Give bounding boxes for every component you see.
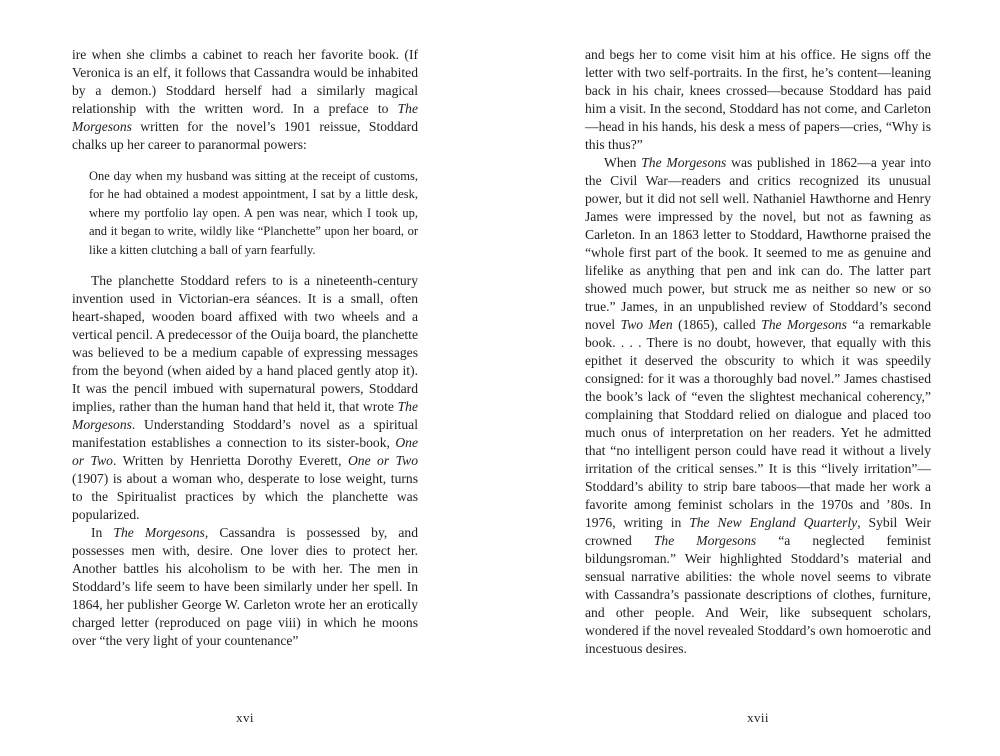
page-number-left: xvi [236,710,254,725]
text-run: “a remarkable book. . . . There is no doubt, however, that equally with this epithet it deserved the obscurity to which it was speedily consigned: for it was a thoroughly bad novel.” James chastised the book’s lack of “even the slightest mechanical coherency,” complaining that Stoddard relied on dialogue and placed too much onus of interpretation on her readers. Yet he admitted that “no intelligent person could have read it without a lively irritation of the critical senses.” It is this “lively irritation”—Stoddard’s ability to strip bare taboos—that made her work a favorite among feminist scholars in the 1970s and ’80s. In 1976, writing in [585,317,931,530]
text-run: In [91,525,114,541]
text-run: One day when my husband was sitting at the receipt of customs, for he had obtained a modest appointment, I sat by a little desk, where my portfolio lay open. A pen was near, which I took up, and it began to write, wildly like “Planchette” upon her board, or like a kitten clutching a ball of yarn fearfully. [89,169,418,257]
paragraph [585,46,931,154]
page-number-right: xvii [747,710,769,725]
italic-book-title: The Morgesons [653,533,757,548]
paragraph [72,524,418,650]
italic-book-title: The Morgesons [72,101,418,134]
text-run: , Sybil Weir crowned [585,515,931,548]
text-run: “a neglected feminist bildungsroman.” Weir highlighted Stoddard’s material and sensual narrative abilities: the whole novel seems to vibrate with Cassandra’s passionate descriptions of clothes, furniture, and other people. And Weir, like subsequent scholars, wondered if the novel revealed Stoddard’s own homoerotic and incestuous desires. [585,533,931,656]
text-run: . Written by Henrietta Dorothy Everett, [112,453,348,469]
block-quote [89,167,418,259]
italic-book-title: The Morgesons [761,317,847,332]
italic-book-title: Two Men [620,317,673,332]
text-run: ire when she climbs a cabinet to reach her favorite book. (If Veronica is an elf, it follows that Cassandra would be inhabited by a demon.) Stoddard herself had a similarly magical relationship with the written word. In a preface to [72,47,418,116]
text-run: (1907) is about a woman who, desperate to lose weight, turns to the Spiritualist practices by which the planchette was popularized. [72,471,418,523]
paragraph [72,46,418,154]
italic-book-title: One or Two [72,435,418,469]
italic-book-title: The Morgesons [72,399,418,433]
text-run: When [604,155,642,170]
text-run: , Cassandra is possessed by, and possesses men with, desire. One lover dies to protect her. Another battles his alcoholism to be with her. The men in Stoddard’s life seem to have been similarly under her spell. In 1864, her publisher George W. Carleton wrote her an erotically charged letter (reproduced on page viii) in which he moons over “the very light of your countenance” [72,525,418,649]
left-page-text [72,46,418,710]
text-run: was published in 1862—a year into the Civil War—readers and critics recognized its unusual power, but it did not sell well. Nathaniel Hawthorne and Henry James were impressed by the novel, but not as fawning as Carleton. In an 1863 letter to Stoddard, Hawthorne praised the “whole first part of the book. It seemed to me as genuine and lifelike as anything that pen and ink can do. The latter part showed much power, but struck me as neither so new or so true.” James, in an unpublished review of Stoddard’s second novel [585,155,931,332]
text-run: The planchette Stoddard refers to is a nineteenth-century invention used in Victorian-era séances. It is a small, often heart-shaped, wooden board affixed with two wheels and a vertical pencil. A predecessor of the Ouija board, the planchette was believed to be a medium capable of expressing messages from the beyond (when aided by a hand placed gently atop it). It was the pencil imbued with supernatural powers, Stoddard implies, rather than the human hand that held it, that wrote [72,273,418,415]
page-right [500,0,1000,756]
right-page-text [585,46,931,710]
italic-book-title: The Morgesons [641,155,727,170]
paragraph [585,154,931,658]
text-run: . Understanding Stoddard’s novel as a spiritual manifestation establishes a connection to its sister-book, [72,417,418,451]
paragraph [72,272,418,524]
italic-book-title: One or Two [347,453,418,469]
text-run: written for the novel’s 1901 reissue, Stoddard chalks up her career to paranormal powers: [72,119,418,152]
italic-book-title: The New England Quarterly [689,515,858,530]
italic-book-title: The Morgesons [113,525,205,541]
text-run: (1865), called [672,317,762,332]
text-run: and begs her to come visit him at his office. He signs off the letter with two self-portraits. In the first, he’s content—leaning back in his chair, knees crossed—because Stoddard has paid him a visit. In the second, Stoddard has not come, and Carleton—head in his hands, his desk a mess of papers—cries, “Why is this thus?” [585,47,931,152]
